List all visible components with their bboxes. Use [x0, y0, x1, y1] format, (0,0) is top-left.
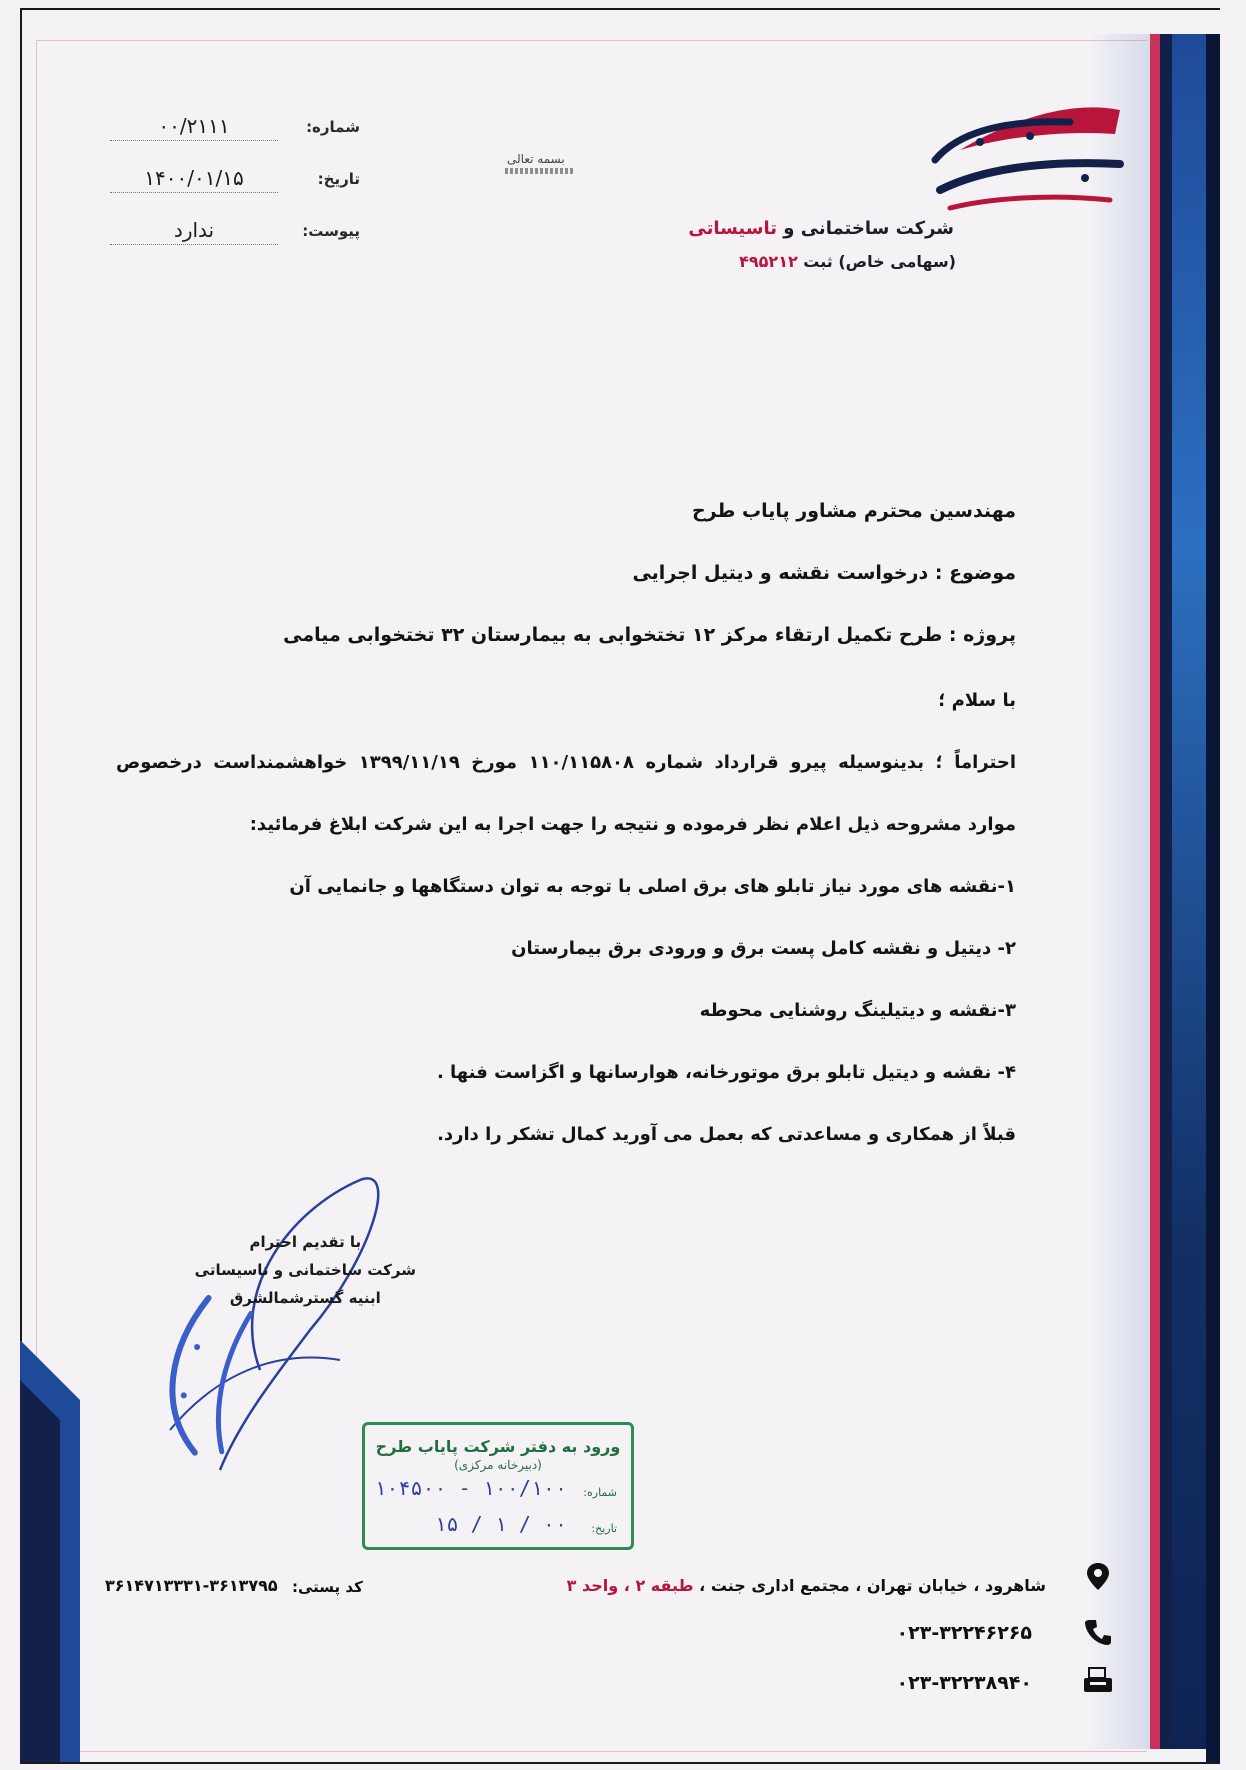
stamp-subtitle: (دبیرخانه مرکزی)	[454, 1458, 542, 1472]
signature-line-3: ابنیه گسترشمالشرق	[229, 1289, 381, 1307]
reference-number-value: ۰۰/۲۱۱۱	[110, 114, 278, 141]
letter-project: پروژه : طرح تکمیل ارتقاء مرکز ۱۲ تختخوابی به بیمارستان ۳۲ تختخوابی میامی	[283, 624, 1016, 646]
stamp-number-row	[365, 1472, 631, 1508]
stamp-title: ورود به دفتر شرکت پایاب طرح	[375, 1437, 621, 1456]
signature-block	[195, 1228, 416, 1312]
reference-date-value: ۱۴۰۰/۰۱/۱۵	[110, 166, 278, 193]
letter-closing: قبلاً از همکاری و مساعدتی که بعمل می آورید کمال تشکر را دارد.	[437, 1124, 1016, 1145]
letter-paragraph-2: موارد مشروحه ذیل اعلام نظر فرموده و نتیجه را جهت اجرا به این شرکت ابلاغ فرمائید:	[249, 814, 1016, 835]
letter-item-2: ۲- دیتیل و نقشه کامل پست برق و ورودی برق بیمارستان	[511, 938, 1016, 959]
letter-item-1: ۱-نقشه های مورد نیاز تابلو های برق اصلی با توجه به توان دستگاهها و جانمایی آن	[289, 876, 1016, 897]
company-name: شرکت ساختمانی و تاسیساتی	[688, 218, 954, 239]
side-band-edge	[1206, 34, 1220, 1762]
footer-phone: ۰۲۳-۳۲۲۴۶۲۶۵	[896, 1622, 1032, 1644]
reference-block	[100, 110, 360, 266]
letter-item-3: ۳-نقشه و دیتیلینگ روشنایی محوطه	[699, 1000, 1016, 1021]
reference-attachment-row	[100, 214, 360, 266]
reference-number-row	[100, 110, 360, 162]
reference-number-label: شماره:	[306, 118, 360, 136]
frame-top-border	[20, 8, 1220, 10]
side-band-blue	[1172, 34, 1206, 1749]
stamp-number-label: شماره:	[583, 1486, 617, 1499]
letter-subject: موضوع : درخواست نقشه و دیتیل اجرایی	[632, 562, 1016, 584]
company-registration: (سهامی خاص) ثبت ۴۹۵۲۱۲	[739, 252, 956, 271]
letter-recipient: مهندسین محترم مشاور پایاب طرح	[691, 500, 1016, 522]
footer-postal-label: کد پستی:	[292, 1578, 363, 1596]
fax-icon	[1080, 1664, 1116, 1700]
footer-fax: ۰۲۳-۳۲۲۳۸۹۴۰	[896, 1672, 1032, 1694]
side-band-glow	[1088, 34, 1158, 1749]
letter-item-4: ۴- نقشه و دیتیل تابلو برق موتورخانه، هوارسانها و اگزاست فنها .	[436, 1062, 1016, 1083]
reference-attachment-value: ندارد	[110, 218, 278, 245]
signature-line-2: شرکت ساختمانی و تاسیساتی	[194, 1261, 416, 1279]
top-invocation-underline	[505, 168, 575, 174]
stamp-date-value: ۰۰ / ۱ / ۱۵	[434, 1512, 567, 1536]
location-pin-icon	[1080, 1560, 1116, 1596]
left-corner-decoration	[20, 1340, 90, 1762]
company-logo	[920, 90, 1135, 230]
stamp-number-value: ۱۰۰/۱۰۰ - ۱۰۴۵۰۰	[374, 1476, 567, 1500]
letter-greeting: با سلام ؛	[938, 690, 1016, 711]
reference-date-label: تاریخ:	[317, 170, 360, 188]
footer-postal-value: ۳۶۱۴۷۱۳۳۳۱-۳۶۱۳۷۹۵	[105, 1576, 278, 1595]
letter-paragraph-1: احتراماً ؛ بدینوسیله پیرو قرارداد شماره ۱۱۰/۱۱۵۸۰۸ مورخ ۱۳۹۹/۱۱/۱۹ خواهشمنداست درخصوص	[116, 752, 1016, 773]
reference-date-row	[100, 162, 360, 214]
reference-attachment-label: پیوست:	[302, 222, 360, 240]
top-invocation: بسمه تعالی	[507, 152, 565, 166]
footer-address: شاهرود ، خیابان تهران ، مجتمع اداری جنت ، طبقه ۲ ، واحد ۳	[566, 1576, 1046, 1595]
phone-icon	[1080, 1614, 1116, 1650]
incoming-stamp	[362, 1422, 634, 1550]
stamp-date-label: تاریخ:	[591, 1522, 617, 1535]
stamp-date-row	[365, 1508, 631, 1544]
frame-bottom-border	[20, 1762, 1220, 1764]
signature-line-1: با تقدیم احترام	[249, 1233, 362, 1251]
